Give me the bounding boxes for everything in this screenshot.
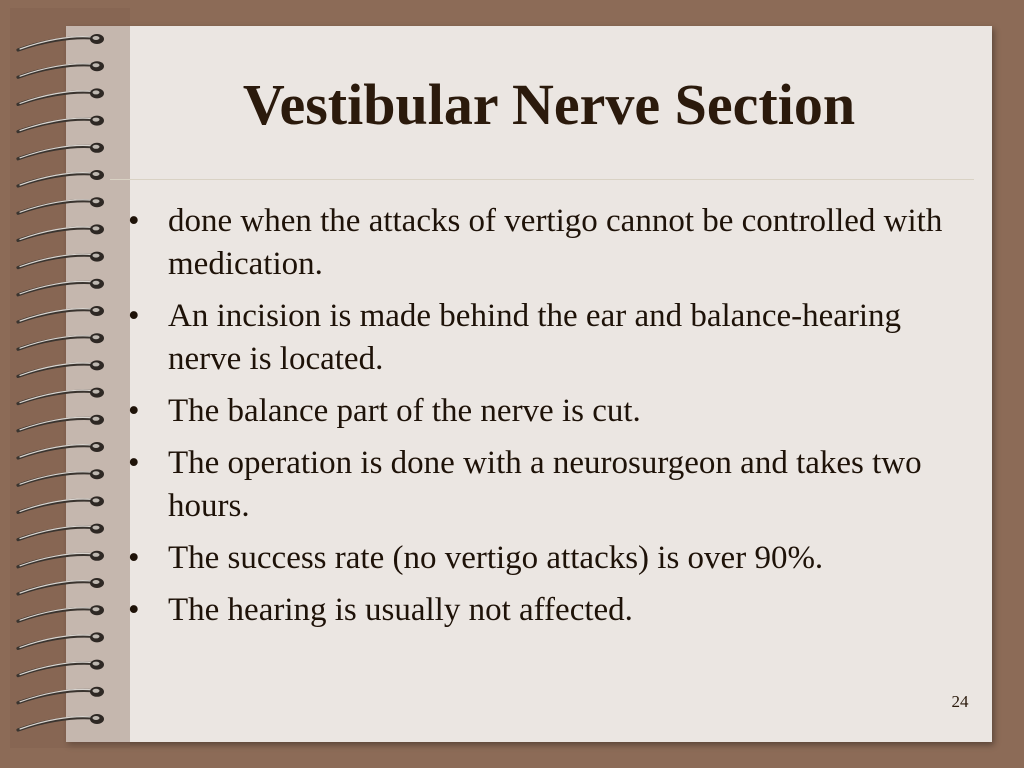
slide-title: Vestibular Nerve Section: [242, 72, 856, 137]
bullet-item: [128, 442, 968, 528]
bullet-text: The hearing is usually not affected.: [168, 592, 633, 628]
bullet-text: The success rate (no vertigo attacks) is over 90%.: [168, 540, 824, 576]
bullet-dot: •: [128, 203, 140, 239]
bullet-dot: •: [128, 393, 140, 429]
bullet-text: The operation is done with a neurosurgeon and takes two hours.: [168, 445, 922, 524]
bullet-list: [128, 200, 968, 641]
bullet-dot: •: [128, 540, 140, 576]
bullet-text: done when the attacks of vertigo cannot be controlled with medication.: [168, 203, 943, 282]
bullet-item: [128, 390, 968, 433]
bullet-dot: •: [128, 445, 140, 481]
bullet-dot: •: [128, 298, 140, 334]
page-number: 24: [951, 692, 969, 711]
bullet-item: [128, 589, 968, 632]
bullet-text: An incision is made behind the ear and balance-hearing nerve is located.: [168, 298, 902, 377]
bullet-text: The balance part of the nerve is cut.: [168, 393, 641, 429]
bullet-item: [128, 295, 968, 381]
bullet-dot: •: [128, 592, 140, 628]
bullet-item: [128, 200, 968, 286]
title-divider: [110, 179, 974, 180]
bullet-item: [128, 537, 968, 580]
